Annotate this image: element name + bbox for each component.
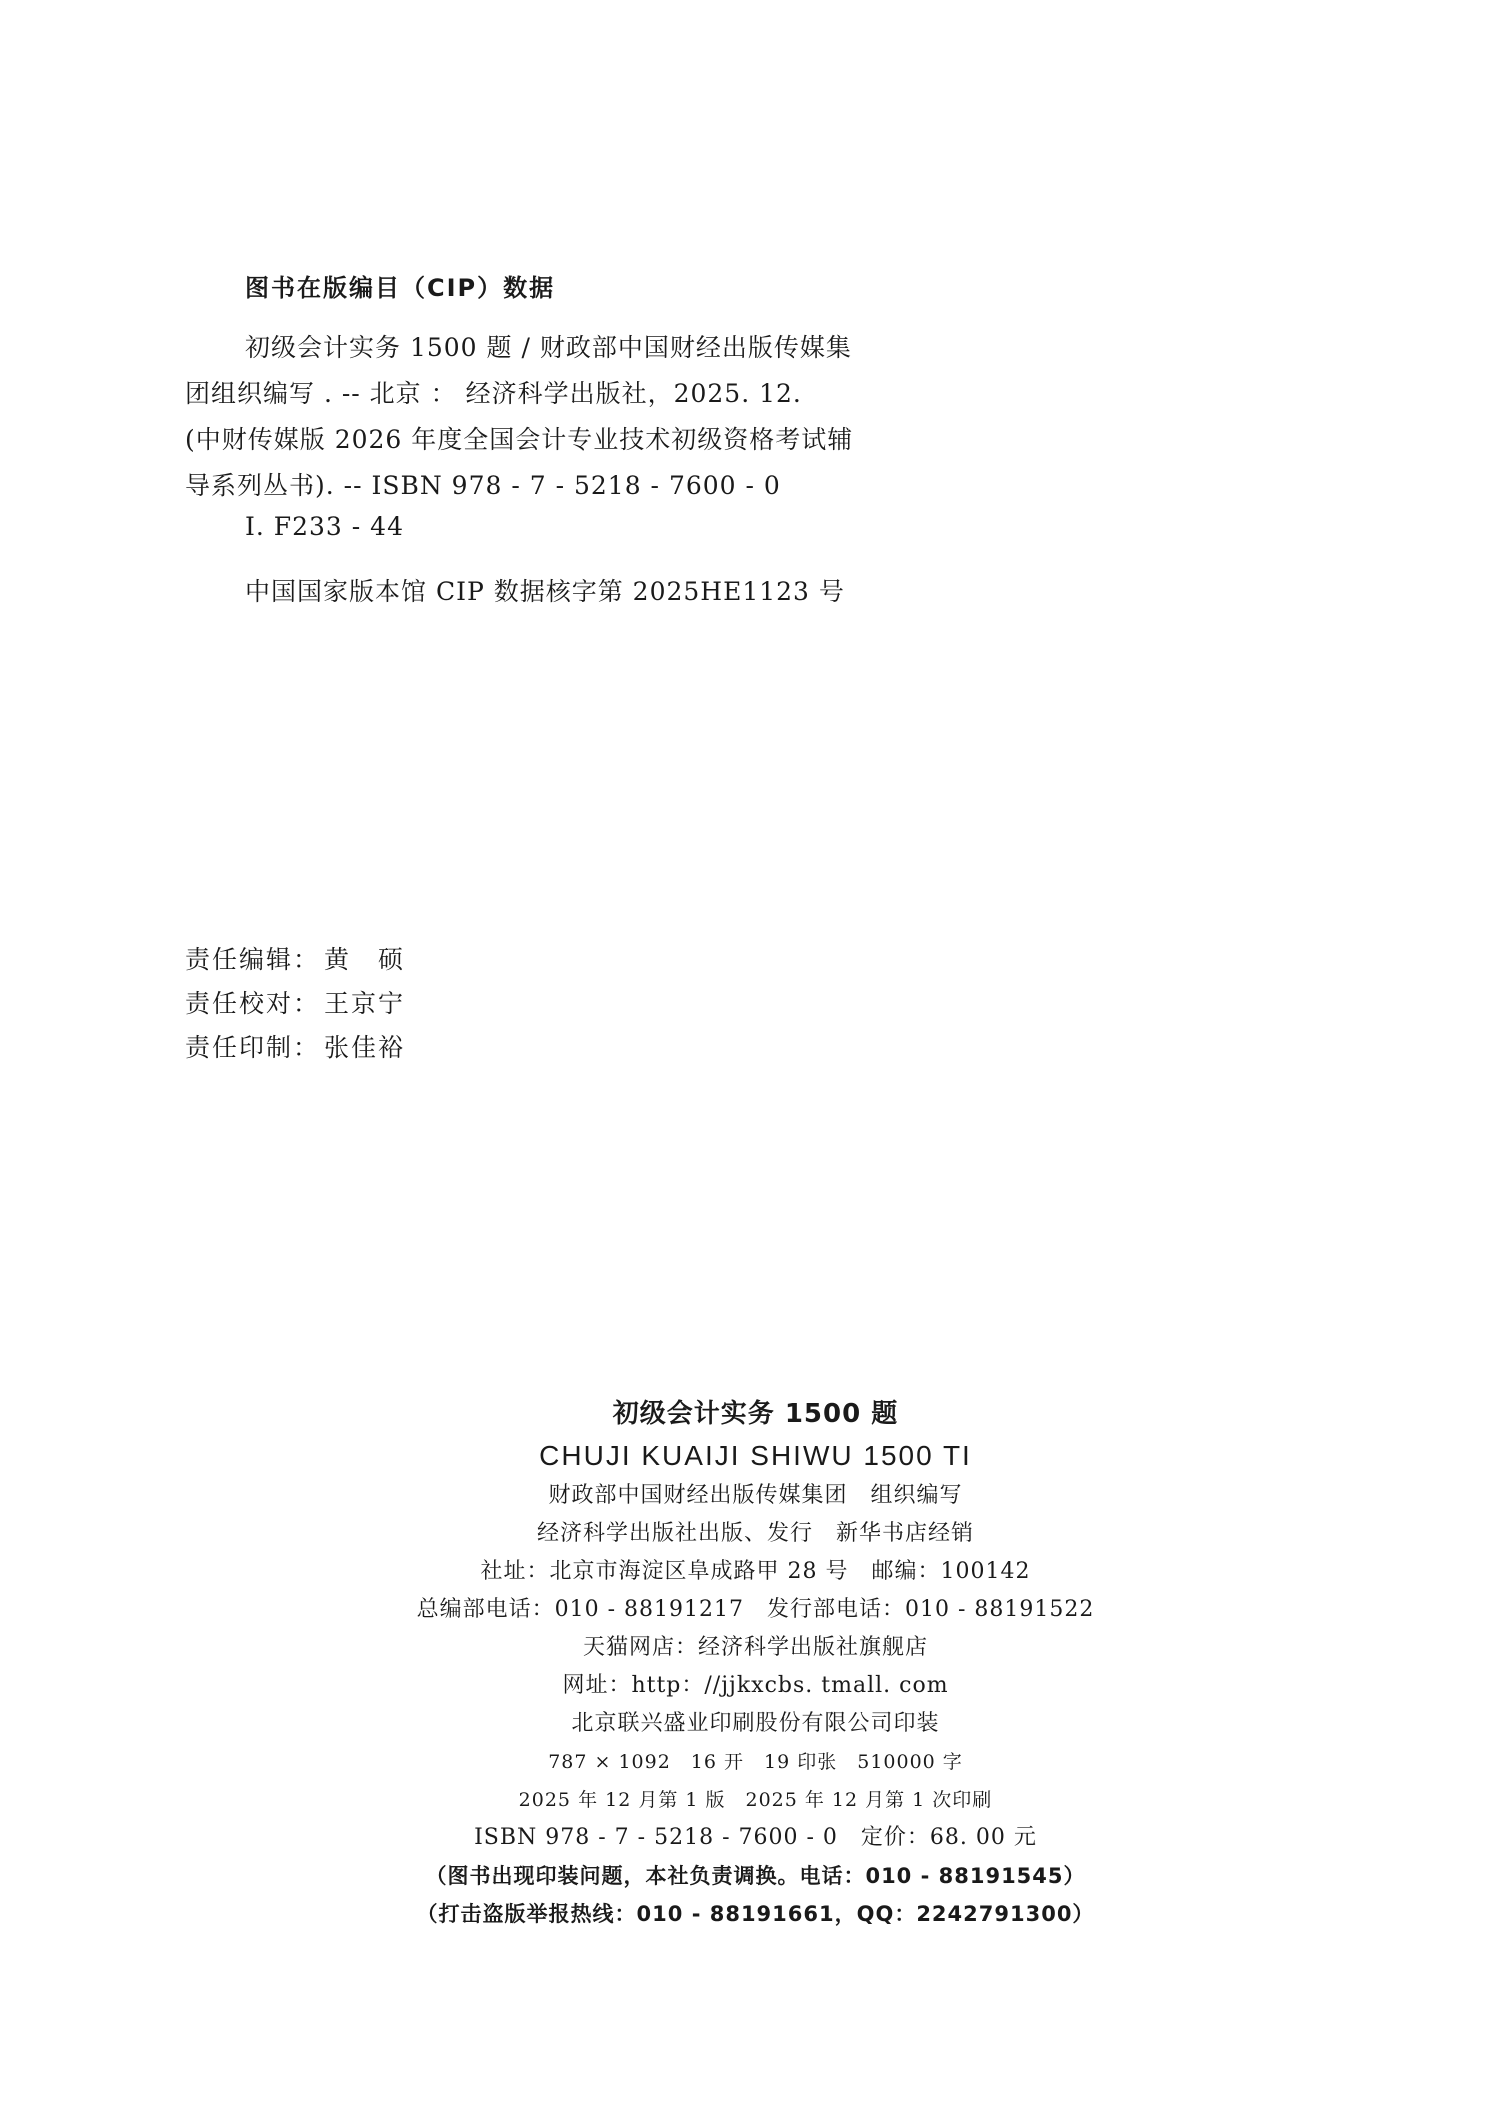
book-title: 初级会计实务 1500 题 [612,1399,899,1429]
website-line: 网址：http：//jjkxcbs. tmall. com [562,1673,949,1698]
quality-notice: （图书出现印装问题，本社负责调换。电话：010 - 88191545） [425,1864,1086,1888]
editor-name: 黄 硕 [324,945,406,974]
cip-heading: 图书在版编目（CIP）数据 [245,274,556,302]
online-store-line: 天猫网店：经济科学出版社旗舰店 [582,1635,928,1660]
colophon [0,1393,1511,1933]
printing-label: 责任印制： [185,1033,321,1062]
cip-line: 导系列丛书). -- ISBN 978 - 7 - 5218 - 7600 - 0 [185,471,781,500]
format-line: 787 × 1092 16 开 19 印张 510000 字 [548,1751,963,1773]
address-line: 社址：北京市海淀区阜成路甲 28 号 邮编：100142 [480,1559,1031,1584]
compiler-line: 财政部中国财经出版传媒集团 组织编写 [548,1483,963,1508]
cip-line: 团组织编写 . -- 北京 ： 经济科学出版社，2025. 12. [185,379,802,408]
cip-line: 初级会计实务 1500 题 / 财政部中国财经出版传媒集 [245,333,852,362]
publisher-line: 经济科学出版社出版、发行 新华书店经销 [536,1521,974,1546]
isbn-price-line: ISBN 978 - 7 - 5218 - 7600 - 0 定价：68. 00 元 [474,1825,1037,1850]
printing-name: 张佳裕 [324,1033,406,1062]
responsible-proofreader [185,982,405,1026]
proofreader-label: 责任校对： [185,989,321,1018]
piracy-hotline: （打击盗版举报热线：010 - 88191661，QQ：2242791300） [416,1902,1095,1926]
cip-classification: Ⅰ. F233 - 44 [245,512,404,541]
phone-line: 总编部电话：010 - 88191217 发行部电话：010 - 88191522 [416,1597,1095,1622]
cip-record-number: 中国国家版本馆 CIP 数据核字第 2025HE1123 号 [245,577,845,606]
printer-line: 北京联兴盛业印刷股份有限公司印装 [571,1711,940,1736]
responsible-editor [185,938,405,982]
editor-credits [185,938,405,1070]
editor-label: 责任编辑： [185,945,321,974]
responsible-printing [185,1026,405,1070]
edition-line: 2025 年 12 月第 1 版 2025 年 12 月第 1 次印刷 [518,1789,993,1811]
cip-line: (中财传媒版 2026 年度全国会计专业技术初级资格考试辅 [185,425,854,454]
book-title-pinyin: CHUJI KUAIJI SHIWU 1500 TI [539,1440,972,1471]
proofreader-name: 王京宁 [324,989,406,1018]
